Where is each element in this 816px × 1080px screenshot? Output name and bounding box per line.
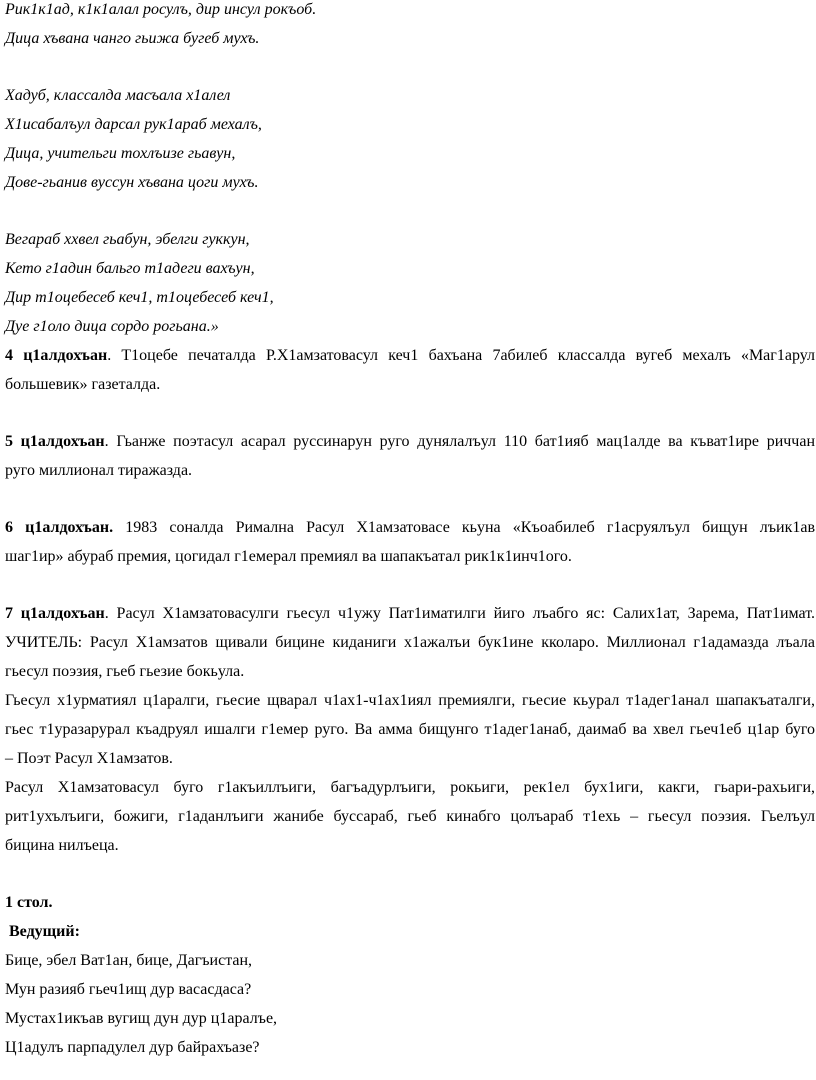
paragraph-line: большевик» газеталда. [5,376,161,393]
paragraph-text: 1983 соналда Римална Расул Х1амзатовасе кьуна «Къоабилеб г1асруялъул бищун лъик1ав [113,519,816,536]
poem-line: Дир т1оцебесеб кеч1, т1оцебесеб кеч1, [5,289,274,306]
host-heading [9,922,80,942]
poem-line: Бице, эбел Ват1ан, бице, Дагъистан, [5,952,253,969]
paragraph-line: бицина нилъеца. [5,837,119,854]
paragraph-line [5,518,815,538]
paragraph-line: рит1ухълъиги, божиги, г1аданлъиги жанибе буссараб, гьеб кинабго цолъараб т1ехь – гьесул поэзия. Гьелъул [5,808,815,825]
paragraph-line: – Поэт Расул Х1амзатов. [5,750,173,767]
paragraph-line [5,432,815,452]
reader-label: 6 ц1алдохъан. [5,519,114,536]
poem-line: Рик1к1ад, к1к1алал росулъ, дир инсул рокъоб. [5,1,317,18]
section-heading [5,893,53,913]
poem-line: Мун разияб гьеч1ищ дур васасдаса? [5,981,252,998]
poem-line: Ц1адулъ парпадулел дур байрахъазе? [5,1039,260,1056]
paragraph-line: Расул Х1амзатовасул буго г1акъиллъиги, багъадурлъиги, рокьиги, рек1ел бух1иги, какги, гьари-рахьиги, [5,779,815,796]
paragraph-text: . Т1оцебе печаталда Р.Х1амзатовасул кеч1 бахъана 7абилеб классалда вугеб мехалъ «Маг1арул [107,347,816,364]
teacher-line: гьесул поэзия, гьеб гьезие бокьула. [5,663,245,680]
paragraph-line: гьес т1уразарурал къадруял ишалги г1емер руго. Ва амма бищунго т1адег1анаб, даимаб ва хвел гьеч1еб ц1ар буго [5,721,815,738]
poem-line: Дица хъвана чанго гьижа бугеб мухъ. [5,30,260,47]
poem-line: Дуе г1оло дица сордо рогьана.» [5,318,219,335]
poem-line: Дица, учительги тохлъизе гьавун, [5,145,236,162]
table-number: 1 стол. [5,894,53,911]
poem-line: Х1исабалъул дарсал рук1араб мехалъ, [5,116,262,133]
paragraph-line [5,346,815,366]
paragraph-text: . Гьанже поэтасул асарал руссинарун руго дунялалъул 110 бат1ияб мац1алде ва къват1ире риччан [104,433,816,450]
paragraph-line: Гьесул х1урматиял ц1аралги, гьесие щварал ч1ах1-ч1ах1иял премиялги, гьесие кьурал т1адег1анал шапакъаталги, [5,692,815,709]
paragraph-line: руго миллионал тиражазда. [5,462,193,479]
teacher-line: УЧИТЕЛЬ: Расул Х1амзатов щивали бицине киданиги х1ажалъи бук1ине кколаро. Миллионал г1адамазда лъала [5,634,815,651]
paragraph-text: . Расул Х1амзатовасулги гьесул ч1ужу Пат1иматилги йиго лъабго яс: Салих1ат, Зарема, Пат1имат. [104,605,815,622]
host-label: Ведущий: [9,923,80,940]
paragraph-line: шаг1ир» абураб премия, цогидал г1емерал премиял ва шапакъатал рик1к1инч1ого. [5,548,572,565]
poem-line: Кето г1адин бальго т1адеги вахъун, [5,260,255,277]
reader-label: 4 ц1алдохъан [5,347,108,364]
poem-line: Хадуб, классалда масъала х1алел [5,87,231,104]
poem-line: Вегараб ххвел гьабун, эбелги гуккун, [5,231,250,248]
poem-line: Мустах1икъав вугищ дун дур ц1аралъе, [5,1010,278,1027]
reader-label: 5 ц1алдохъан [5,433,105,450]
reader-label: 7 ц1алдохъан [5,605,105,622]
paragraph-line [5,604,815,624]
poem-line: Дове-гьанив вуссун хъвана цоги мухъ. [5,174,259,191]
